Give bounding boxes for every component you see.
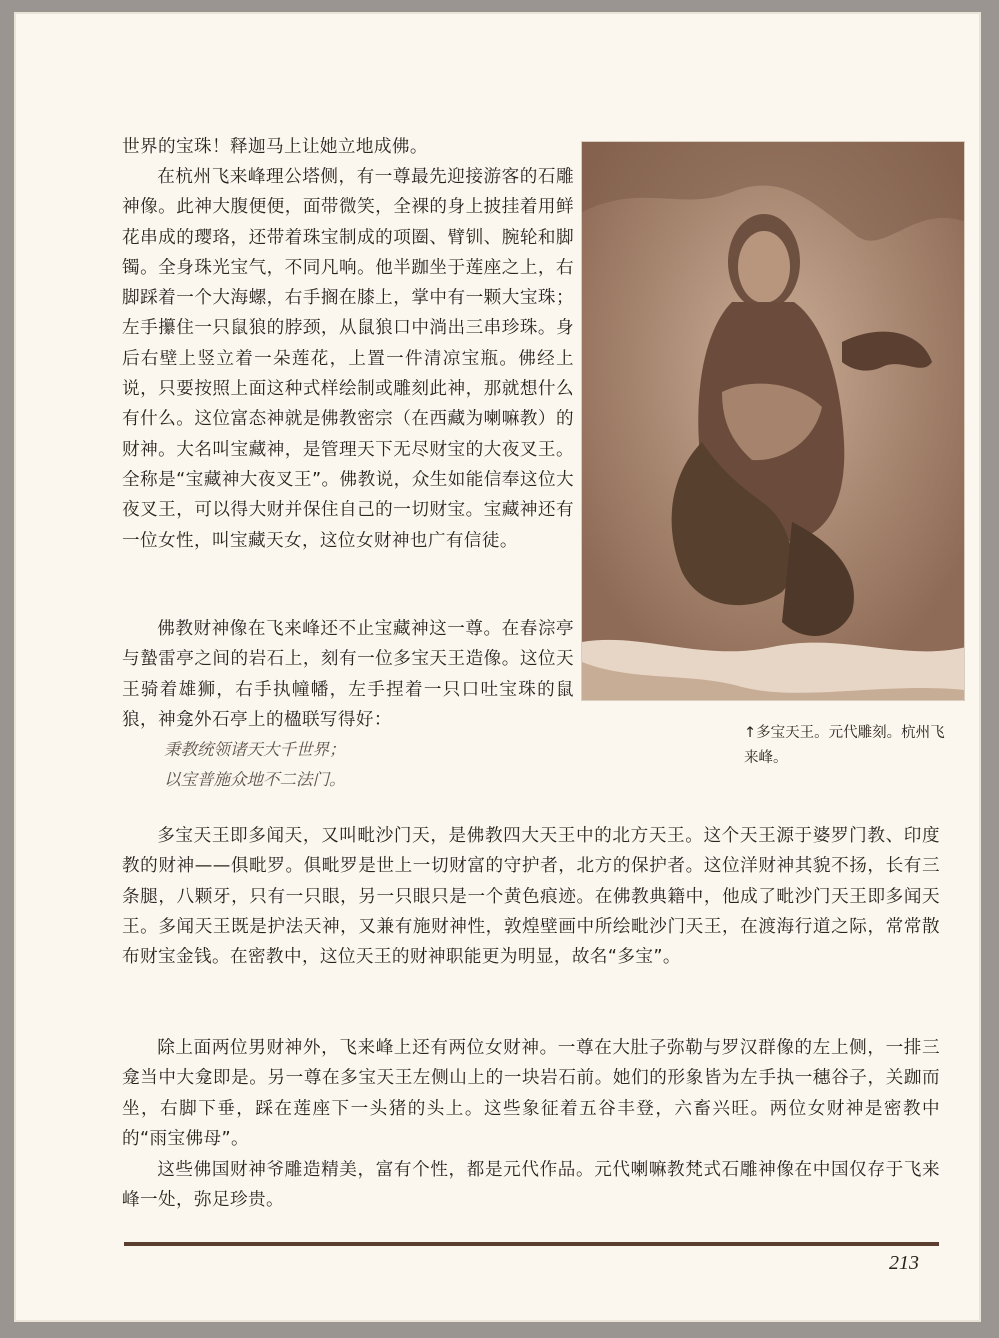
couplet-line-1: 秉教统领诸天大千世界； <box>164 740 346 759</box>
footer-rule <box>124 1242 939 1246</box>
paragraph-yuan-dynasty-works: 这些佛国财神爷雕造精美，富有个性，都是元代作品。元代喇嘛教梵式石雕神像在中国仅存于飞来峰一处，弥足珍贵。 <box>122 1160 940 1211</box>
paragraph-duowen-heavenly-king: 多宝天王即多闻天，又叫毗沙门天，是佛教四大天王中的北方天王。这个天王源于婆罗门教、印度教的财神——俱毗罗。俱毗罗是世上一切财富的守护者，北方的保护者。这位洋财神其貌不扬，长有三条腿，八颗牙，只有一只眼，另一只眼只是一个黄色痕迹。在佛教典籍中，他成了毗沙门天王即多闻天王。多闻天王既是护法天神，又兼有施财神性，敦煌壁画中所绘毗沙门天王，在渡海行道之际，常常散布财宝金钱。在密教中，这位天王的财神职能更为明显，故名“多宝”。 <box>122 826 940 968</box>
paragraph-wealth-god: 在杭州飞来峰理公塔侧，有一尊最先迎接游客的石雕神像。此神大腹便便，面带微笑，全裸的身上披挂着用鲜花串成的璎珞，还带着珠宝制成的项圈、臂钏、腕轮和脚镯。全身珠光宝气，不同凡响。他半跏坐于莲座之上，右脚踩着一个大海螺，右手搁在膝上，掌中有一颗大宝珠；左手攥住一只鼠狼的脖颈，从鼠狼口中淌出三串珍珠。身后右壁上竖立着一朵莲花，上置一件清凉宝瓶。佛经上说，只要按照上面这种式样绘制或雕刻此神，那就想什么有什么。这位富态神就是佛教密宗（在西藏为喇嘛教）的财神。大名叫宝藏神，是管理天下无尽财宝的大夜叉王。全称是“宝藏神大夜叉王”。佛教说，众生如能信奉这位大夜叉王，可以得大财并保住自己的一切财宝。宝藏神还有一位女性，叫宝藏天女，这位女财神也广有信徒。 <box>122 167 574 551</box>
book-page <box>14 12 981 1322</box>
paragraph-continuation: 世界的宝珠！释迦马上让她立地成佛。 <box>122 137 428 157</box>
statue-photo <box>581 141 965 701</box>
page-number: 213 <box>889 1252 919 1274</box>
paragraph-duobao-statue: 佛教财神像在飞来峰还不止宝藏神这一尊。在春淙亭与蟄雷亭之间的岩石上，刻有一位多宝天王造像。这位天王骑着雄狮，右手执幢幡，左手捏着一只口吐宝珠的鼠狼，神龛外石亭上的楹联写得好： <box>122 619 574 730</box>
photo-caption: ↑多宝天王。元代雕刻。杭州飞来峰。 <box>744 725 945 766</box>
paragraph-female-wealth-gods: 除上面两位男财神外，飞来峰上还有两位女财神。一尊在大肚子弥勒与罗汉群像的左上侧，一排三龛当中大龛即是。另一尊在多宝天王左侧山上的一块岩石前。她们的形象皆为左手执一穗谷子，关跏而坐，右脚下垂，踩在莲座下一头猪的头上。这些象征着五谷丰登，六畜兴旺。两位女财神是密教中的“雨宝佛母”。 <box>122 1038 940 1149</box>
statue-illustration <box>582 142 965 701</box>
couplet-line-2: 以宝普施众地不二法门。 <box>164 770 346 789</box>
